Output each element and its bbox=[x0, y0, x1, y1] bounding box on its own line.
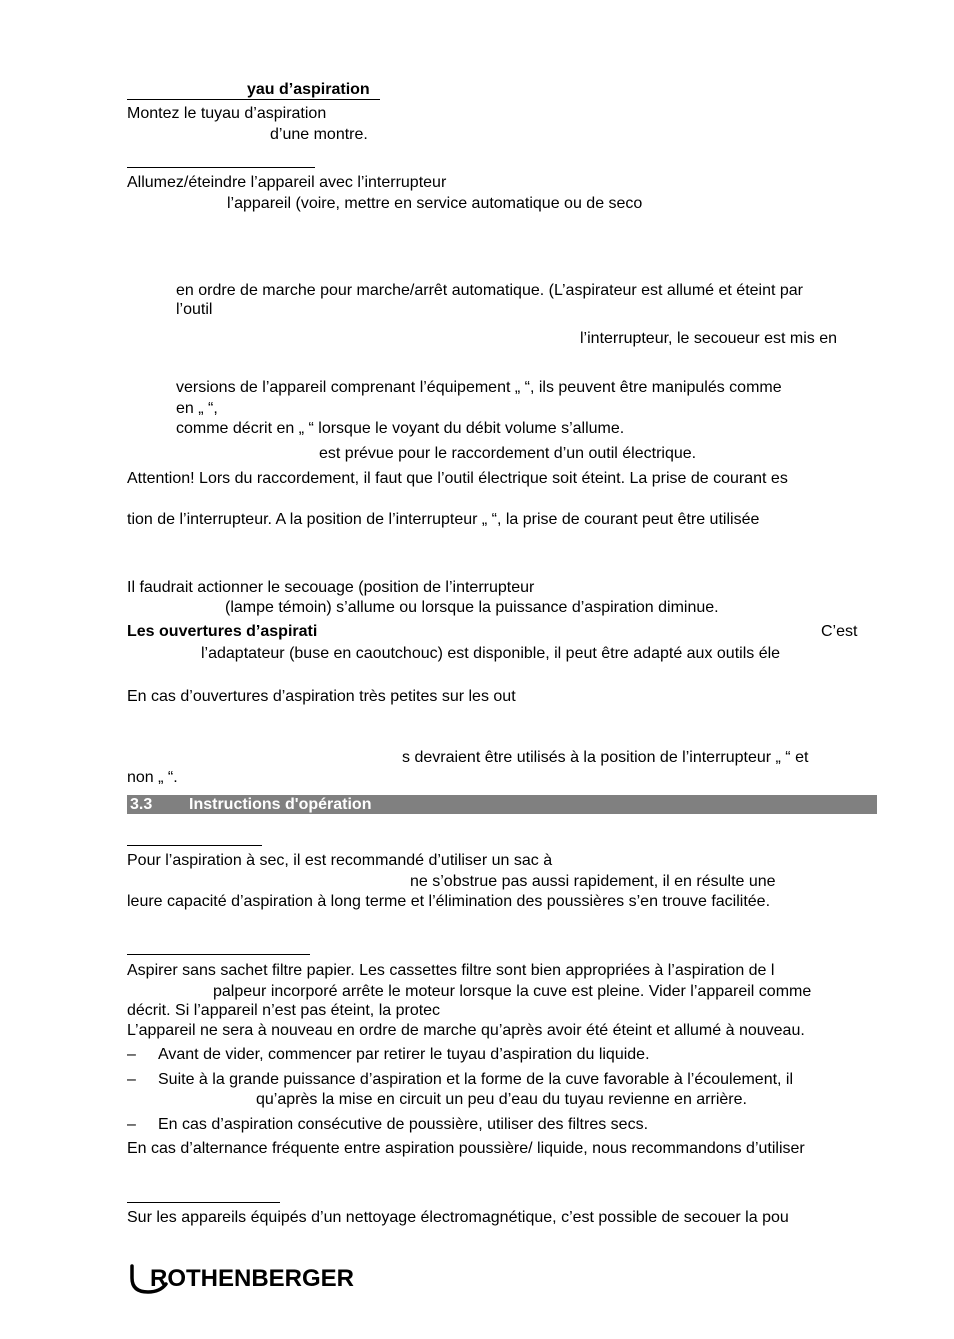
text-line: décrit. Si l’appareil n’est pas éteint, la protec bbox=[127, 1002, 441, 1019]
heading-rule-3 bbox=[127, 845, 262, 846]
text-line: s devraient être utilisés à la position de l’interrupteur „ “ et bbox=[402, 749, 809, 766]
text-line: Montez le tuyau d’aspiration bbox=[127, 105, 327, 122]
text-line: En cas d’alternance fréquente entre aspiration poussière/ liquide, nous recommandons d’utiliser bbox=[127, 1140, 805, 1157]
rothenberger-logo bbox=[126, 1262, 366, 1298]
text-line: est prévue pour le raccordement d’un outil électrique. bbox=[319, 445, 697, 462]
bullet-dash: – bbox=[127, 1046, 136, 1063]
suction-openings-heading: Les ouvertures d’aspirati bbox=[127, 623, 318, 640]
text-line: l’appareil (voire, mettre en service automatique ou de seco bbox=[227, 195, 643, 212]
text-line: En cas d’ouvertures d’aspiration très petites sur les out bbox=[127, 688, 516, 705]
text-line: en ordre de marche pour marche/arrêt automatique. (L’aspirateur est allumé et éteint par bbox=[176, 282, 803, 299]
text-line: comme décrit en „ “ lorsque le voyant du débit volume s’allume. bbox=[176, 420, 625, 437]
text-line: ne s’obstrue pas aussi rapidement, il en résulte une bbox=[410, 873, 776, 890]
heading-rule-5 bbox=[127, 1202, 280, 1203]
list-item: En cas d’aspiration consécutive de poussière, utiliser des filtres secs. bbox=[158, 1116, 649, 1133]
suction-hose-heading: yau d’aspiration bbox=[247, 81, 370, 98]
heading-rule-4 bbox=[127, 954, 310, 955]
heading-rule-2 bbox=[127, 167, 315, 168]
text-line: Attention! Lors du raccordement, il faut que l’outil électrique soit éteint. La prise de courant es bbox=[127, 470, 788, 487]
list-item: Avant de vider, commencer par retirer le tuyau d’aspiration du liquide. bbox=[158, 1046, 650, 1063]
text-line: Allumez/éteindre l’appareil avec l’interrupteur bbox=[127, 174, 447, 191]
text-line: L’appareil ne sera à nouveau en ordre de marche qu’après avoir été éteint et allumé à nouveau. bbox=[127, 1022, 805, 1039]
bullet-dash: – bbox=[127, 1116, 136, 1133]
text-line: Aspirer sans sachet filtre papier. Les cassettes filtre sont bien appropriées à l’aspiration de l bbox=[127, 962, 775, 979]
text-line: en „ “, bbox=[176, 400, 218, 417]
section-header bbox=[127, 795, 877, 814]
bullet-dash: – bbox=[127, 1071, 136, 1088]
list-item-continuation: qu’après la mise en circuit un peu d’eau du tuyau revienne en arrière. bbox=[256, 1091, 747, 1108]
text-line: d’une montre. bbox=[270, 126, 368, 143]
list-item: Suite à la grande puissance d’aspiration et la forme de la cuve favorable à l’écoulement, il bbox=[158, 1071, 794, 1088]
text-line: tion de l’interrupteur. A la position de l’interrupteur „ “, la prise de courant peut être utilisée bbox=[127, 511, 760, 528]
section-title: Instructions d'opération bbox=[189, 796, 372, 813]
text-line: l’interrupteur, le secoueur est mis en bbox=[580, 330, 838, 347]
logo-swoosh-icon bbox=[126, 1262, 366, 1298]
section-number: 3.3 bbox=[130, 796, 153, 813]
text-line: Sur les appareils équipés d’un nettoyage électromagnétique, c’est possible de secouer la pou bbox=[127, 1209, 789, 1226]
text-line: Il faudrait actionner le secouage (position de l’interrupteur bbox=[127, 579, 535, 596]
text-line: (lampe témoin) s’allume ou lorsque la puissance d’aspiration diminue. bbox=[225, 599, 719, 616]
text-line: versions de l’appareil comprenant l’équipement „ “, ils peuvent être manipulés comme bbox=[176, 379, 782, 396]
text-line: non „ “. bbox=[127, 769, 178, 786]
text-line: leure capacité d’aspiration à long terme et l’élimination des poussières s’en trouve facilitée. bbox=[127, 893, 771, 910]
text-line: palpeur incorporé arrête le moteur lorsque la cuve est pleine. Vider l’appareil comme bbox=[213, 983, 812, 1000]
svg-text:ROTHENBERGER: ROTHENBERGER bbox=[150, 1265, 355, 1292]
text-line: C’est bbox=[821, 623, 858, 640]
text-line: Pour l’aspiration à sec, il est recommandé d’utiliser un sac à bbox=[127, 852, 553, 869]
text-line: l’outil bbox=[176, 301, 213, 318]
text-line: l’adaptateur (buse en caoutchouc) est disponible, il peut être adapté aux outils éle bbox=[201, 645, 781, 662]
